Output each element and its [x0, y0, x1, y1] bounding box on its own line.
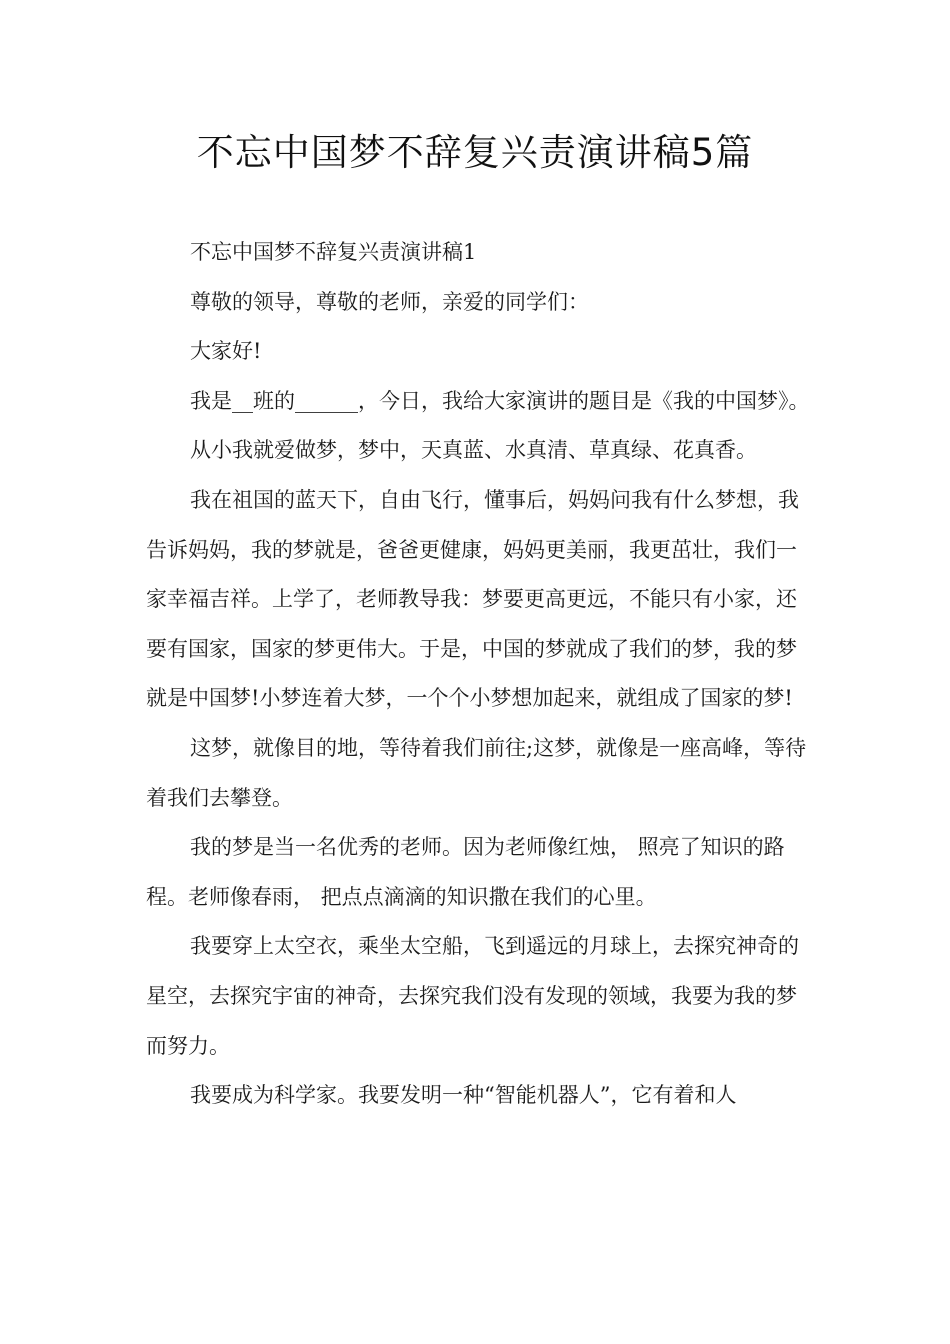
body-paragraph: 我要成为科学家。我要发明一种“智能机器人”，它有着和人 [190, 1083, 737, 1108]
body-paragraph: 从小我就爱做梦，梦中，天真蓝、水真清、草真绿、花真香。 [190, 438, 757, 463]
document-body [146, 228, 816, 1121]
intro-paragraph: 我是__班的______，今日，我给大家演讲的题目是《我的中国梦》。 [190, 388, 810, 413]
body-paragraph: 这梦，就像目的地，等待着我们前往;这梦，就像是一座高峰，等待着我们去攀登。 [146, 735, 807, 810]
page-title: 不忘中国梦不辞复兴责演讲稿5篇 [196, 131, 754, 174]
salutation-paragraph: 尊敬的领导，尊敬的老师，亲爱的同学们： [190, 289, 589, 314]
greeting-paragraph: 大家好! [190, 339, 262, 364]
body-paragraph: 我的梦是当一名优秀的老师。因为老师像红烛， 照亮了知识的路程。老师像春雨， 把点点滴滴的知识撒在我们的心里。 [146, 835, 785, 909]
speech-heading: 不忘中国梦不辞复兴责演讲稿1 [190, 240, 477, 264]
body-paragraph: 我在祖国的蓝天下，自由飞行，懂事后，妈妈问我有什么梦想，我告诉妈妈，我的梦就是，爸爸更健康，妈妈更美丽，我更茁壮，我们一家幸福吉祥。上学了，老师教导我：梦要更高更远，不能只有小家，还要有国家，国家的梦更伟大。于是，中国的梦就成了我们的梦，我的梦就是中国梦!小梦连着大梦，一个个小梦想加起来，就组成了国家的梦! [146, 487, 799, 711]
body-paragraph: 我要穿上太空衣，乘坐太空船，飞到遥远的月球上，去探究神奇的星空，去探究宇宙的神奇，去探究我们没有发现的领域，我要为我的梦而努力。 [146, 934, 799, 1058]
